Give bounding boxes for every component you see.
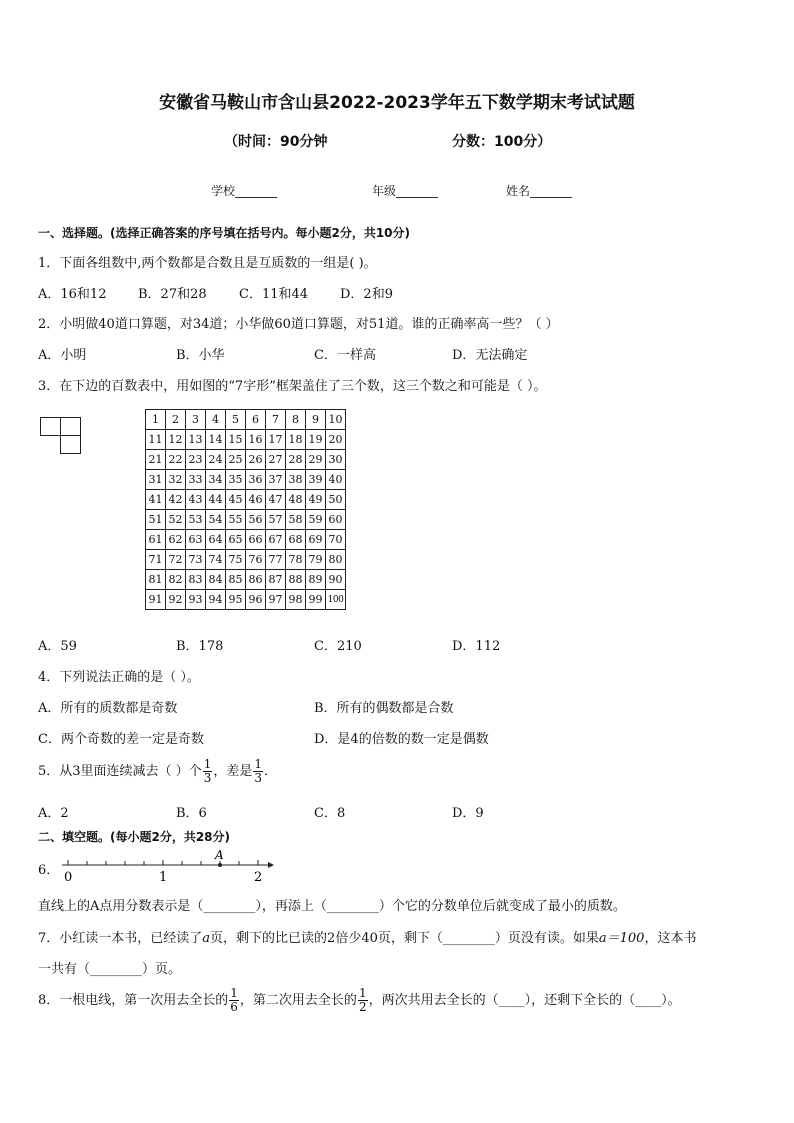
q6-label: 6． — [38, 863, 60, 878]
hundred-table-row — [146, 510, 346, 530]
section2-heading: 二、填空题。(每小题2分，共28分) — [38, 830, 231, 844]
name-field: 姓名_______ — [506, 184, 573, 198]
q7-text-a: 7．小红读一本书，已经读了 — [38, 931, 203, 946]
q7-var-a: a — [202, 931, 211, 946]
hundred-table-cell: 10 — [326, 410, 346, 430]
tick-label-2: 2 — [254, 870, 263, 885]
hundred-table-cell: 70 — [326, 530, 346, 550]
q8-line — [38, 986, 681, 1016]
hundred-table-cell: 28 — [286, 450, 306, 470]
hundred-table-cell: 56 — [246, 510, 266, 530]
hundred-table-row — [146, 530, 346, 550]
point-a-label: A — [215, 848, 224, 862]
hundred-table-row — [146, 590, 346, 610]
hundred-table-cell: 94 — [206, 590, 226, 610]
hundred-table-cell: 80 — [326, 550, 346, 570]
hundred-table-cell: 64 — [206, 530, 226, 550]
hundred-table-cell: 71 — [146, 550, 166, 570]
hundred-table-cell: 32 — [166, 470, 186, 490]
school-field: 学校_______ — [211, 184, 278, 198]
hundred-table-cell: 91 — [146, 590, 166, 610]
hundred-table-cell: 40 — [326, 470, 346, 490]
hundred-table-cell: 42 — [166, 490, 186, 510]
hundred-table-cell: 92 — [166, 590, 186, 610]
hundred-table-cell: 65 — [226, 530, 246, 550]
hundred-table-row — [146, 570, 346, 590]
hundred-table-cell: 100 — [326, 590, 346, 610]
number-line-arrow — [268, 862, 274, 868]
q8-text-a: 8．一根电线，第一次用去全长的 — [38, 993, 229, 1008]
hundred-table-cell: 66 — [246, 530, 266, 550]
point-a-dot — [218, 863, 222, 867]
hundred-table-cell: 38 — [286, 470, 306, 490]
hundred-table-cell: 46 — [246, 490, 266, 510]
q3-option-b: B．178 — [176, 639, 224, 654]
hundred-table-cell: 69 — [306, 530, 326, 550]
q4-text: 4．下列说法正确的是（ ）。 — [38, 670, 200, 685]
q5-fraction-1 — [203, 758, 213, 785]
q3-option-d: D．112 — [452, 639, 501, 654]
exam-score: 分数：100分） — [452, 134, 552, 150]
number-line-ticks — [68, 860, 258, 865]
hundred-table-cell: 52 — [166, 510, 186, 530]
hundred-table-cell: 81 — [146, 570, 166, 590]
hundred-table-cell: 14 — [206, 430, 226, 450]
hundred-table-cell: 30 — [326, 450, 346, 470]
section1-heading: 一、选择题。(选择正确答案的序号填在括号内。每小题2分，共10分) — [38, 226, 411, 240]
hundred-table-cell: 27 — [266, 450, 286, 470]
grade-field: 年级_______ — [372, 184, 439, 198]
q2-option-a: A．小明 — [38, 348, 87, 363]
q1-option-c: C．11和44 — [239, 287, 309, 302]
q8-fraction-1 — [229, 987, 239, 1014]
hundred-table — [145, 409, 346, 610]
hundred-table-cell: 63 — [186, 530, 206, 550]
number-line — [56, 846, 276, 886]
page-title: 安徽省马鞍山市含山县2022-2023学年五下数学期末考试试题 — [159, 93, 635, 113]
hundred-table-cell: 1 — [146, 410, 166, 430]
hundred-table-cell: 41 — [146, 490, 166, 510]
hundred-table-cell: 78 — [286, 550, 306, 570]
q5-option-c: C．8 — [314, 806, 346, 821]
q7-equation: a＝100 — [598, 931, 645, 946]
hundred-table-cell: 4 — [206, 410, 226, 430]
q8-text-c: ，两次共用去全长的（____），还剩下全长的（____）。 — [368, 993, 681, 1008]
tick-label-0: 0 — [64, 870, 73, 885]
hundred-table-cell: 44 — [206, 490, 226, 510]
q2-option-d: D．无法确定 — [452, 348, 528, 363]
hundred-table-cell: 77 — [266, 550, 286, 570]
hundred-table-row — [146, 450, 346, 470]
seven-shape-frame — [38, 414, 82, 458]
hundred-table-cell: 33 — [186, 470, 206, 490]
hundred-table-cell: 88 — [286, 570, 306, 590]
hundred-table-cell: 35 — [226, 470, 246, 490]
hundred-table-cell: 85 — [226, 570, 246, 590]
hundred-table-cell: 59 — [306, 510, 326, 530]
hundred-table-cell: 23 — [186, 450, 206, 470]
hundred-table-cell: 18 — [286, 430, 306, 450]
q1-option-b: B．27和28 — [138, 287, 207, 302]
hundred-table-cell: 8 — [286, 410, 306, 430]
hundred-table-cell: 39 — [306, 470, 326, 490]
q8-frac1-num: 1 — [230, 986, 238, 1000]
hundred-table-cell: 96 — [246, 590, 266, 610]
hundred-table-cell: 43 — [186, 490, 206, 510]
hundred-table-cell: 22 — [166, 450, 186, 470]
hundred-table-cell: 98 — [286, 590, 306, 610]
hundred-table-cell: 49 — [306, 490, 326, 510]
q5-frac1-num: 1 — [203, 757, 212, 771]
hundred-table-row — [146, 430, 346, 450]
q4-option-b: B．所有的偶数都是合数 — [314, 701, 454, 716]
hundred-table-cell: 62 — [166, 530, 186, 550]
q7-line1 — [38, 927, 696, 946]
q5-text-b: ，差是 — [213, 764, 253, 779]
q5-option-b: B．6 — [176, 806, 207, 821]
hundred-table-cell: 73 — [186, 550, 206, 570]
q1-option-d: D．2和9 — [340, 287, 393, 302]
hundred-table-cell: 84 — [206, 570, 226, 590]
hundred-table-cell: 74 — [206, 550, 226, 570]
q1-text: 1．下面各组数中,两个数都是合数且是互质数的一组是( )。 — [38, 256, 377, 271]
hundred-table-cell: 2 — [166, 410, 186, 430]
hundred-table-cell: 87 — [266, 570, 286, 590]
hundred-table-cell: 21 — [146, 450, 166, 470]
tick-label-1: 1 — [159, 870, 168, 885]
hundred-table-cell: 51 — [146, 510, 166, 530]
q8-fraction-2 — [358, 987, 368, 1014]
q5-fraction-2 — [253, 758, 263, 785]
hundred-table-cell: 79 — [306, 550, 326, 570]
q2-text: 2．小明做40道口算题，对34道；小华做60道口算题，对51道。谁的正确率高一些？（ ） — [38, 317, 559, 332]
hundred-table-cell: 34 — [206, 470, 226, 490]
q5-text-c: ． — [263, 764, 277, 779]
hundred-table-cell: 50 — [326, 490, 346, 510]
hundred-table-cell: 12 — [166, 430, 186, 450]
hundred-table-cell: 9 — [306, 410, 326, 430]
q5-frac1-den: 3 — [203, 771, 212, 785]
hundred-table-cell: 31 — [146, 470, 166, 490]
hundred-table-cell: 93 — [186, 590, 206, 610]
hundred-table-cell: 19 — [306, 430, 326, 450]
hundred-table-cell: 68 — [286, 530, 306, 550]
hundred-table-cell: 97 — [266, 590, 286, 610]
q8-text-b: ，第二次用去全长的 — [239, 993, 357, 1008]
q8-frac2-num: 1 — [358, 986, 367, 1000]
hundred-table-cell: 24 — [206, 450, 226, 470]
q8-frac2-den: 2 — [358, 1000, 367, 1014]
q3-option-c: C．210 — [314, 639, 362, 654]
hundred-table-cell: 17 — [266, 430, 286, 450]
hundred-table-cell: 58 — [286, 510, 306, 530]
hundred-table-cell: 76 — [246, 550, 266, 570]
hundred-table-cell: 6 — [246, 410, 266, 430]
hundred-table-cell: 25 — [226, 450, 246, 470]
hundred-table-row — [146, 470, 346, 490]
hundred-table-cell: 13 — [186, 430, 206, 450]
hundred-table-cell: 5 — [226, 410, 246, 430]
hundred-table-cell: 86 — [246, 570, 266, 590]
hundred-table-cell: 82 — [166, 570, 186, 590]
q1-option-a: A．16和12 — [38, 287, 107, 302]
q7-text-b: 页，剩下的比已读的2倍少40页，剩下（________）页没有读。如果 — [210, 931, 599, 946]
hundred-table-row — [146, 490, 346, 510]
q4-option-a: A．所有的质数都是奇数 — [38, 701, 178, 716]
hundred-table-cell: 72 — [166, 550, 186, 570]
q5-line — [38, 757, 277, 787]
q4-option-c: C．两个奇数的差一定是奇数 — [38, 732, 204, 747]
q5-frac2-num: 1 — [254, 757, 262, 771]
hundred-table-cell: 47 — [266, 490, 286, 510]
hundred-table-row — [146, 550, 346, 570]
q6-text: 直线上的A点用分数表示是（________），再添上（________）个它的分数单位后就变成了最小的质数。 — [38, 899, 626, 914]
hundred-table-cell: 89 — [306, 570, 326, 590]
q7-text-c: ，这本书 — [644, 931, 697, 946]
hundred-table-cell: 45 — [226, 490, 246, 510]
q5-frac2-den: 3 — [254, 771, 262, 785]
q5-option-a: A．2 — [38, 806, 69, 821]
hundred-table-cell: 99 — [306, 590, 326, 610]
q2-option-c: C．一样高 — [314, 348, 376, 363]
hundred-table-cell: 90 — [326, 570, 346, 590]
hundred-table-cell: 61 — [146, 530, 166, 550]
hundred-table-cell: 54 — [206, 510, 226, 530]
hundred-table-cell: 15 — [226, 430, 246, 450]
hundred-table-cell: 67 — [266, 530, 286, 550]
hundred-table-cell: 57 — [266, 510, 286, 530]
hundred-table-cell: 60 — [326, 510, 346, 530]
hundred-table-cell: 36 — [246, 470, 266, 490]
exam-time: （时间：90分钟 — [224, 134, 328, 150]
q8-frac1-den: 6 — [230, 1000, 238, 1014]
q4-option-d: D．是4的倍数的数一定是偶数 — [314, 732, 489, 747]
hundred-table-cell: 20 — [326, 430, 346, 450]
hundred-table-cell: 3 — [186, 410, 206, 430]
hundred-table-row — [146, 410, 346, 430]
q3-text: 3．在下边的百数表中，用如图的“7字形”框架盖住了三个数，这三个数之和可能是（ ）。 — [38, 379, 547, 394]
q2-option-b: B．小华 — [176, 348, 225, 363]
hundred-table-cell: 16 — [246, 430, 266, 450]
hundred-table-cell: 29 — [306, 450, 326, 470]
hundred-table-cell: 11 — [146, 430, 166, 450]
hundred-table-cell: 48 — [286, 490, 306, 510]
hundred-table-cell: 55 — [226, 510, 246, 530]
hundred-table-cell: 53 — [186, 510, 206, 530]
q7-line2: 一共有（________）页。 — [38, 962, 182, 977]
hundred-table-cell: 37 — [266, 470, 286, 490]
q5-option-d: D．9 — [452, 806, 484, 821]
hundred-table-cell: 95 — [226, 590, 246, 610]
q5-text-a: 5．从3里面连续减去（ ）个 — [38, 764, 202, 779]
hundred-table-cell: 7 — [266, 410, 286, 430]
q3-option-a: A．59 — [38, 639, 77, 654]
hundred-table-cell: 83 — [186, 570, 206, 590]
hundred-table-cell: 75 — [226, 550, 246, 570]
hundred-table-cell: 26 — [246, 450, 266, 470]
